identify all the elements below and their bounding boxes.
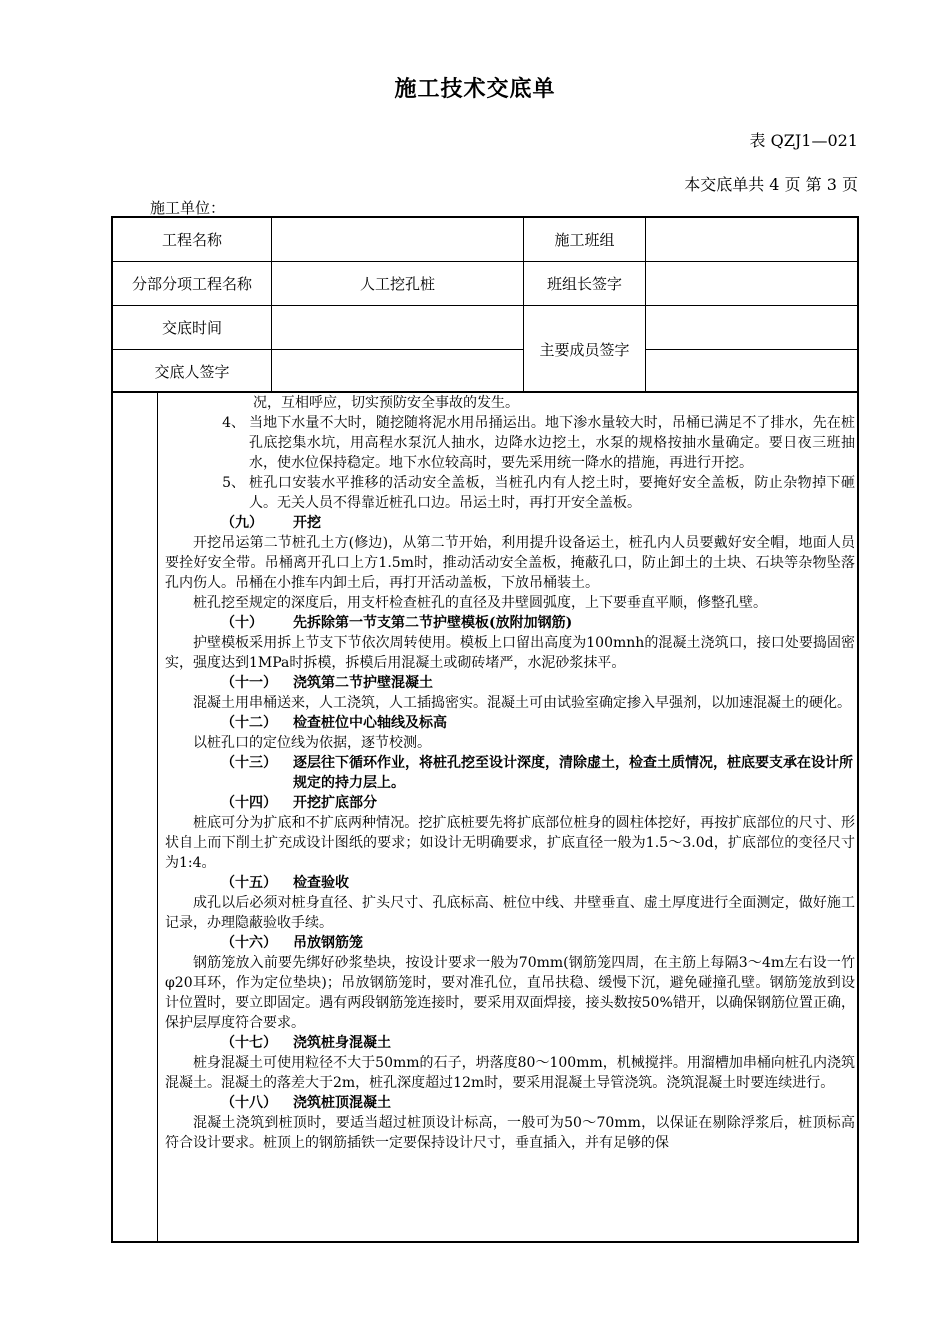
list-item: 5、 桩孔口安装水平推移的活动安全盖板，当桩孔内有人挖土时，要掩好安全盖板，防止杂物掉下砸人。无关人员不得靠近桩孔口边。吊运土时，再打开安全盖板。 (222, 475, 855, 511)
paragraph: 桩孔挖至规定的深度后，用支杆检查桩孔的直径及井壁圆弧度，上下要垂直平顺，修整孔壁。 (193, 595, 767, 611)
date-field[interactable] (272, 306, 523, 349)
paragraph: 钢筋笼放入前要先绑好砂浆垫块，按设计要求一般为70mm(钢筋笼四周，在主筋上每隔3～4m左右设一竹φ20耳环，作为定位垫块)；吊放钢筋笼时，要对准孔位，直吊扶稳、缓慢下沉，避免碰撞孔壁。钢筋笼放到设计位置时，要立即固定。遇有两段钢筋笼连接时，要采用双面焊接，接头数按50%错开，以确保钢筋位置正确，保护层厚度符合要求。 (165, 955, 855, 1031)
construction-unit-label: 施工单位： (150, 199, 226, 217)
section-heading: （十七） 浇筑桩身混凝土 (221, 1035, 391, 1051)
project-name-field[interactable] (272, 218, 523, 261)
section-heading: （十四） 开挖扩底部分 (221, 795, 377, 811)
paragraph: 护壁模板采用拆上节支下节依次周转使用。模板上口留出高度为100mnh的混凝土浇筑口，接口处要捣固密实，强度达到1MPa时拆模，拆模后用混凝土或砌砖堵严，水泥砂浆抹平。 (165, 635, 855, 671)
date-label: 交底时间 (161, 319, 222, 337)
form-number: 表 QZJ1—021 (749, 131, 858, 150)
disclosure-content-box (111, 392, 859, 1243)
section-heading: （十八） 浇筑桩顶混凝土 (221, 1095, 391, 1111)
section-heading: （十二） 检查桩位中心轴线及标高 (221, 715, 447, 731)
section-heading: （十五） 检查验收 (221, 875, 349, 891)
paragraph: 成孔以后必须对桩身直径、扩头尺寸、孔底标高、桩位中线、井壁垂直、虚土厚度进行全面测定，做好施工记录，办理隐蔽验收手续。 (165, 895, 855, 931)
leader-sign-field[interactable] (646, 262, 857, 305)
members-sign-label: 主要成员签字 (539, 341, 630, 359)
team-label: 施工班组 (554, 231, 615, 249)
document-title: 施工技术交底单 (394, 76, 556, 102)
project-name-label: 工程名称 (161, 231, 222, 249)
discloser-sign-field[interactable] (272, 350, 523, 393)
section-heading: （十） 先拆除第一节支第二节护壁模板(放附加钢筋) (221, 615, 573, 631)
paragraph: 开挖吊运第二节桩孔土方(修边)，从第二节开始，利用提升设备运土，桩孔内人员要戴好安全帽，地面人员要拴好安全带。吊桶离开孔口上方1.5m时，推动活动安全盖板，掩蔽孔口，防止卸土的土块、石块等杂物坠落孔内伤人。吊桶在小推车内卸土后，再打开活动盖板，下放吊桶装土。 (165, 535, 855, 591)
paragraph: 混凝土用串桶送来，人工浇筑，人工插捣密实。混凝土可由试验室确定掺入早强剂，以加速混凝土的硬化。 (193, 695, 851, 711)
sub-project-label: 分部分项工程名称 (131, 275, 252, 293)
leader-sign-label: 班组长签字 (546, 275, 622, 293)
members-sign-field[interactable] (646, 306, 857, 349)
continued-text: 况，互相呼应，切实预防安全事故的发生。 (253, 395, 519, 411)
team-field[interactable] (646, 218, 857, 261)
section-heading: （十六） 吊放钢筋笼 (221, 935, 363, 951)
list-item: 4、 当地下水量不大时，随挖随将泥水用吊捅运出。地下渗水量较大时，吊桶已满足不了排水，先在桩孔底挖集水坑，用高程水泵沉人抽水，边降水边挖土，水泵的规格按抽水量确定。要日夜三班抽水，使水位保持稳定。地下水位较高时，要先采用统一降水的措施，再进行开挖。 (222, 415, 855, 471)
sub-project-value[interactable]: 人工挖孔桩 (359, 275, 435, 293)
disclosure-content (165, 393, 855, 1153)
page-count: 本交底单共 4 页 第 3 页 (684, 175, 858, 194)
paragraph: 桩身混凝土可使用粒径不大于50mm的石子，坍落度80～100mm，机械搅拌。用溜槽加串桶向桩孔内浇筑混凝土。混凝土的落差大于2m，桩孔深度超过12m时，要采用混凝土导管浇筑。浇筑混凝土时要连续进行。 (165, 1055, 855, 1091)
section-heading: （九） 开挖 (221, 515, 321, 531)
paragraph: 以桩孔口的定位线为依据，逐节校测。 (193, 735, 431, 751)
discloser-label: 交底人签字 (154, 363, 230, 381)
header-table (111, 216, 859, 393)
section-heading: （十三） 逐层往下循环作业，将桩孔挖至设计深度，清除虚土，检查土质情况，桩底要支承在设计所规定的持力层上。 (221, 755, 853, 791)
section-heading: （十一） 浇筑第二节护壁混凝土 (221, 675, 433, 691)
paragraph: 混凝土浇筑到桩顶时，要适当超过桩顶设计标高，一般可为50～70mm，以保证在剔除浮浆后，桩顶标高符合设计要求。桩顶上的钢筋插铁一定要保持设计尺寸，垂直插入，并有足够的保 (165, 1115, 855, 1151)
paragraph: 桩底可分为扩底和不扩底两种情况。挖扩底桩要先将扩底部位桩身的圆柱体挖好，再按扩底部位的尺寸、形状自上而下削土扩充成设计图纸的要求；如设计无明确要求，扩底直径一般为1.5～3.0d，扩底部位的变径尺寸为1:4。 (165, 815, 855, 871)
